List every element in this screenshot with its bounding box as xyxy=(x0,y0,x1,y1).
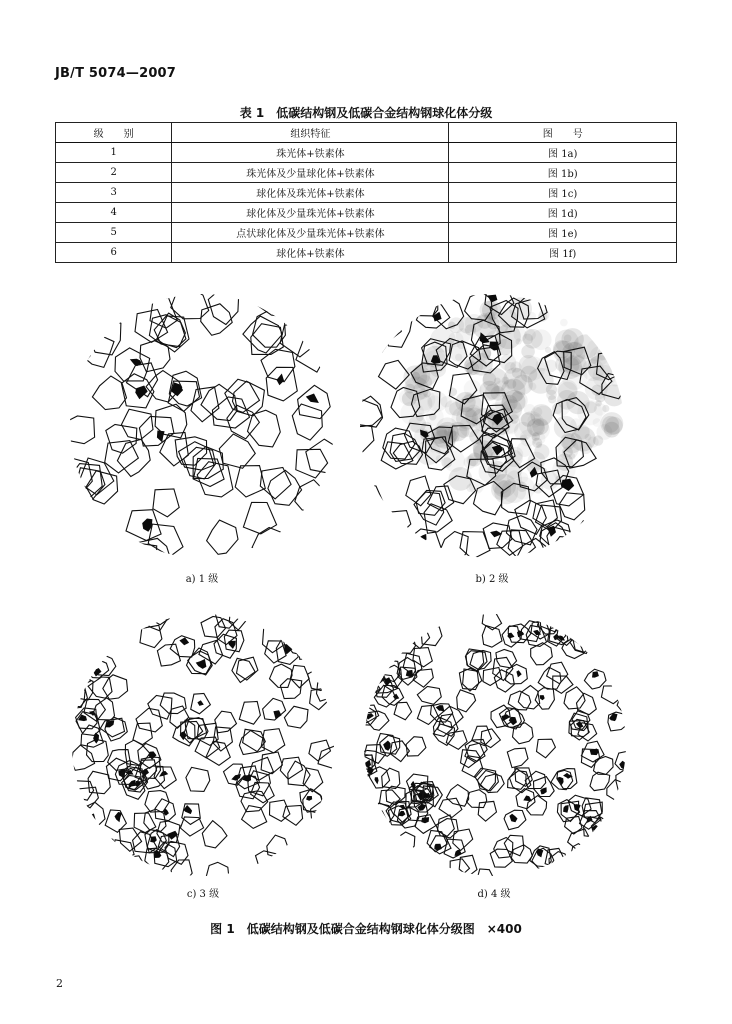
table-row xyxy=(56,243,677,263)
cell-structure: 球化体及少量珠光体+铁素体 xyxy=(172,203,449,223)
table-row xyxy=(56,223,677,243)
caption-b: b) 2 级 xyxy=(475,574,509,585)
caption-d: d) 4 级 xyxy=(477,889,511,900)
cell-structure: 球化体及珠光体+铁素体 xyxy=(172,183,449,203)
cell-grade: 1 xyxy=(56,143,172,163)
cell-structure: 珠光体+铁素体 xyxy=(172,143,449,163)
table-row xyxy=(56,163,677,183)
cell-figure-no: 图 1b) xyxy=(449,163,677,183)
cell-grade: 5 xyxy=(56,223,172,243)
grade-table xyxy=(55,122,677,263)
table-row xyxy=(56,203,677,223)
micrograph-b xyxy=(358,292,626,560)
header-figure-no: 图 号 xyxy=(449,123,677,143)
cell-grade: 3 xyxy=(56,183,172,203)
page-number: 2 xyxy=(56,977,63,990)
cell-structure: 球化体+铁素体 xyxy=(172,243,449,263)
table-header-row xyxy=(56,123,677,143)
table-row xyxy=(56,143,677,163)
cell-grade: 6 xyxy=(56,243,172,263)
micrograph-c xyxy=(70,612,336,878)
cell-figure-no: 图 1d) xyxy=(449,203,677,223)
cell-figure-no: 图 1e) xyxy=(449,223,677,243)
header-structure: 组织特征 xyxy=(172,123,449,143)
caption-a: a) 1 级 xyxy=(185,574,219,585)
cell-structure: 点状球化体及少量珠光体+铁素体 xyxy=(172,223,449,243)
micrograph-d xyxy=(362,612,628,878)
standard-id: JB/T 5074—2007 xyxy=(55,66,177,81)
table-row xyxy=(56,183,677,203)
micrograph-a xyxy=(68,292,336,560)
cell-structure: 珠光体及少量球化体+铁素体 xyxy=(172,163,449,183)
cell-figure-no: 图 1c) xyxy=(449,183,677,203)
figure-title: 图 1 低碳结构钢及低碳合金结构钢球化体分级图 ×400 xyxy=(210,922,522,936)
caption-c: c) 3 级 xyxy=(186,889,220,900)
table-title: 表 1 低碳结构钢及低碳合金结构钢球化体分级 xyxy=(239,106,493,120)
cell-grade: 4 xyxy=(56,203,172,223)
header-grade: 级 别 xyxy=(56,123,172,143)
cell-figure-no: 图 1a) xyxy=(449,143,677,163)
cell-figure-no: 图 1f) xyxy=(449,243,677,263)
cell-grade: 2 xyxy=(56,163,172,183)
